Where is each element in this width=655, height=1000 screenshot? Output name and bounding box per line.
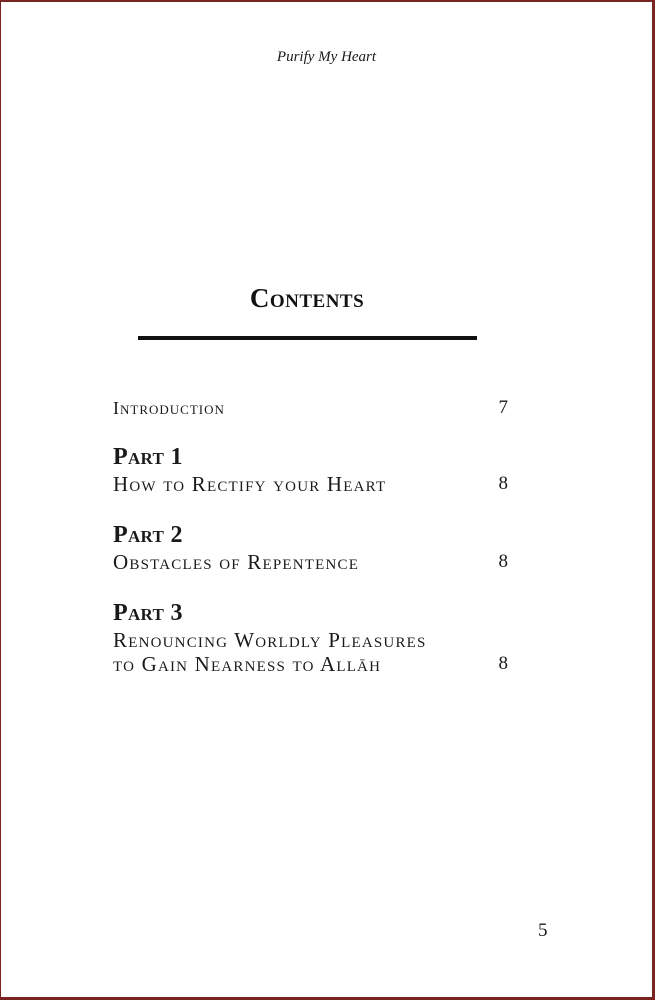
toc-page-number: 8 — [498, 473, 508, 494]
toc-entry-title: Renouncing Worldly Pleasures — [113, 628, 427, 652]
toc-entry-part-1 — [113, 445, 508, 496]
toc-page-number: 7 — [498, 397, 508, 418]
toc-part-label: Part 3 — [113, 600, 183, 626]
toc-entry-line — [113, 396, 508, 420]
toc-entry-title: to Gain Nearness to Allāh — [113, 652, 382, 676]
title-rule — [138, 336, 477, 340]
toc-page-number: 8 — [498, 551, 508, 572]
toc-part-label: Part 1 — [113, 444, 183, 470]
toc-entry-title: Obstacles of Repentence — [113, 550, 360, 574]
toc-entry-line — [113, 628, 508, 652]
toc-entry-part-2 — [113, 523, 508, 574]
toc-entry-line — [113, 472, 508, 496]
page-number: 5 — [538, 920, 548, 941]
contents-title: Contents — [249, 283, 365, 313]
toc-entry-title: How to Rectify your Heart — [113, 472, 387, 496]
toc-page-number: 8 — [498, 653, 508, 674]
running-header: Purify My Heart — [276, 49, 377, 65]
toc-entry-title: Introduction — [113, 398, 225, 418]
toc-entry-line — [113, 652, 508, 676]
toc-part-label: Part 2 — [113, 522, 183, 548]
toc-entry-part-3 — [113, 601, 508, 676]
toc-entry-introduction — [113, 396, 508, 420]
toc-entry-line — [113, 550, 508, 574]
